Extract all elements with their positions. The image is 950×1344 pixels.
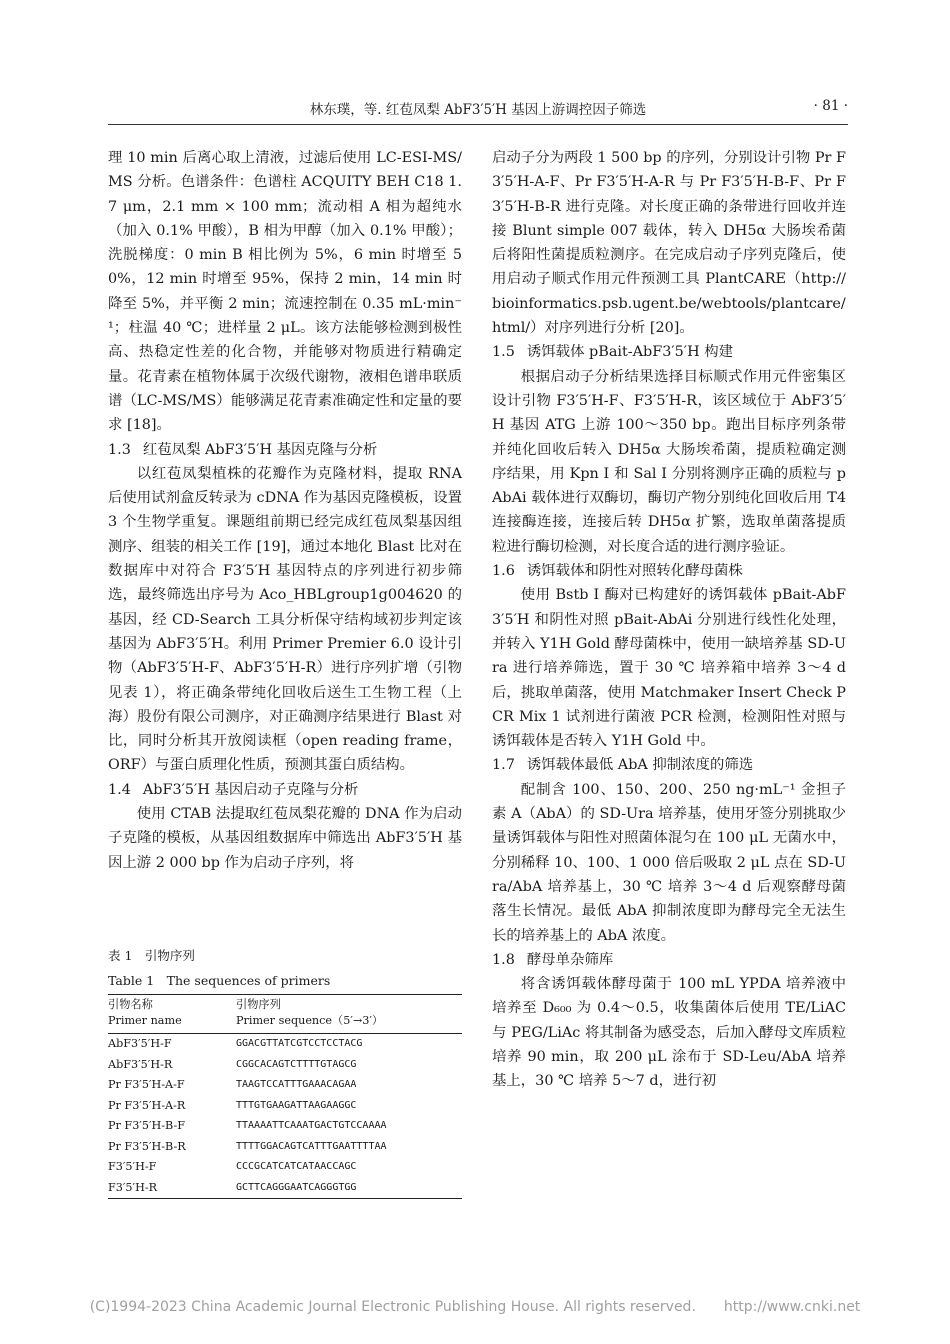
primer-sequence: TAAGTCCATTTGAAACAGAA [236,1079,357,1090]
primer-sequence: TTTGTGAAGATTAAGAAGGC [236,1099,357,1111]
table-row [108,1178,462,1199]
header-seq-en: Primer sequence（5′→3′） [236,1014,384,1027]
section-number: 1.4 [108,781,131,798]
section-heading-1-3 [108,438,462,462]
table-row [108,1096,462,1117]
section-number: 1.8 [492,951,515,968]
copyright-footer: (C)1994-2023 China Academic Journal Electronic Publishing House. All rights reserved. http://www.cnki.net [89,1299,861,1315]
header-seq-zh: 引物序列 [236,998,281,1011]
page-number: · 81 · [813,98,848,114]
section-number: 1.7 [492,757,515,774]
header-rule [108,124,848,125]
paragraph-continued: 理 10 min 后离心取上清液，过滤后使用 LC-ESI-MS/MS 分析。色谱条件：色谱柱 ACQUITY BEH C18 1.7 μm，2.1 mm × 100 mm；流动相 A 相为超纯水（加入 0.1% 甲酸），B 相为甲醇（加入 0.1% 甲酸）；洗脱梯度：0 min B 相比例为 5%，6 min 时增至 50%，12 min 时增至 95%，保持 2 min，14 min 时降至 5%，并平衡 2 min；流速控制在 0.35 mL·min⁻¹；柱温 40 ℃；进样量 2 μL。该方法能够检测到极性高、热稳定性差的化合物，并能够对物质进行精确定量。花青素在植物体属于次级代谢物，液相色谱串联质谱（LC-MS/MS）能够满足花青素准确定性和定量的要求 [18]。 [108,150,462,434]
section-title: 诱饵载体最低 AbA 抑制浓度的筛选 [526,757,754,774]
right-column [492,146,846,1094]
table-caption-zh: 表 1 引物序列 [108,948,195,963]
paragraph: 使用 Bstb Ⅰ 酶对已构建好的诱饵载体 pBait-AbF3′5′H 和阴性对照 pBait-AbAi 分别进行线性化处理，并转入 Y1H Gold 酵母菌株中，使用一缺培养基 SD-Ura 进行培养筛选，置于 30 ℃ 培养箱中培养 3～4 d 后，挑取单菌落，使用 Matchmaker Insert Check PCR Mix 1 试剂进行菌液 PCR 检测，检测阳性对照与诱饵载体是否转入 Y1H Gold 中。 [492,587,846,750]
primer-name: Pr F3′5′H-B-F [108,1119,186,1132]
section-number: 1.6 [492,563,515,580]
header-name-en: Primer name [108,1014,182,1027]
section-number: 1.5 [492,344,515,361]
paragraph: 使用 CTAB 法提取红苞凤梨花瓣的 DNA 作为启动子克隆的模板，从基因组数据库中筛选出 AbF3′5′H 基因上游 2 000 bp 作为启动子序列，将 [108,806,462,871]
table-caption-en: Table 1 The sequences of primers [108,973,331,988]
running-header [108,98,848,120]
primer-sequence: CCCGCATCATCATAACCAGC [236,1161,357,1172]
section-heading-1-8 [492,948,846,972]
section-title: 酵母单杂筛库 [526,951,614,968]
primer-name: AbF3′5′H-F [108,1037,172,1050]
section-heading-1-5 [492,340,846,364]
primer-sequence: TTAAAATTCAAATGACTGTCCAAAA [236,1120,387,1131]
left-column [108,146,462,875]
table-row [108,1137,462,1158]
paragraph: 根据启动子分析结果选择目标顺式作用元件密集区设计引物 F3′5′H-F、F3′5′H-R，该区域位于 AbF3′5′H 基因 ATG 上游 100～350 bp。跑出目标序列条带并纯化回收后转入 DH5α 大肠埃希菌，提质粒确定测序结果，用 Kpn Ⅰ 和 Sal Ⅰ 分别将测序正确的质粒与 pAbAi 载体进行双酶切，酶切产物分别纯化回收后用 T4 连接酶连接，连接后转 DH5α 扩繁，选取单菌落提质粒进行酶切检测，对长度合适的进行测序验证。 [492,368,846,555]
paragraph: 将含诱饵载体酵母菌于 100 mL YPDA 培养液中培养至 D₆₀₀ 为 0.4～0.5，收集菌体后使用 TE/LiAC 与 PEG/LiAc 将其制备为感受态，后加入酵母文库质粒培养 90 min，取 200 μL 涂布于 SD-Leu/AbA 培养基上，30 ℃ 培养 5～7 d，进行初 [492,976,846,1090]
paragraph: 以红苞凤梨植株的花瓣作为克隆材料，提取 RNA 后使用试剂盒反转录为 cDNA 作为基因克隆模板，设置 3 个生物学重复。课题组前期已经完成红苞凤梨基因组测序、组装的相关工作 [19]，通过本地化 Blast 比对在数据库中对符合 F3′5′H 基因特点的序列进行初步筛选，最终筛选出序号为 Aco_HBLgroup1g004620 的基因，经 CD-Search 工具分析保守结构域初步判定该基因为 AbF3′5′H。利用 Primer Premier 6.0 设计引物（AbF3′5′H-F、AbF3′5′H-R）进行序列扩增（引物见表 1），将正确条带纯化回收后送生工生物工程（上海）股份有限公司测序，对正确测序结果进行 Blast 对比，同时分析其开放阅读框（open reading frame，ORF）与蛋白质理化性质，预测其蛋白质结构。 [108,465,462,774]
table-row [108,1075,462,1096]
column-header-name [108,995,236,1034]
primer-name: AbF3′5′H-R [108,1057,173,1071]
section-title: 红苞凤梨 AbF3′5′H 基因克隆与分析 [142,441,378,458]
primer-sequence: GGACGTTATCGTCCTCCTACG [236,1038,363,1049]
column-header-sequence [236,995,462,1034]
section-title: 诱饵载体 pBait-AbF3′5′H 构建 [526,344,733,361]
running-title: 林东璞，等. 红苞凤梨 AbF3′5′H 基因上游调控因子筛选 [309,102,647,118]
section-heading-1-4 [108,778,462,802]
section-title: 诱饵载体和阴性对照转化酵母菌株 [526,563,743,580]
section-number: 1.3 [108,441,131,458]
section-title: AbF3′5′H 基因启动子克隆与分析 [142,781,359,798]
header-name-zh: 引物名称 [108,998,153,1011]
primer-name: F3′5′H-R [108,1180,158,1194]
primer-name: Pr F3′5′H-B-R [108,1139,186,1153]
primer-sequence: CGGCACAGTCTTTTGTAGCG [236,1058,357,1070]
primer-table [108,994,462,1199]
primer-sequence: TTTTGGACAGTCATTTGAATTTTAA [236,1140,387,1152]
table-row [108,1116,462,1137]
paragraph: 配制含 100、150、200、250 ng·mL⁻¹ 金担子素 A（AbA）的 SD-Ura 培养基，使用牙签分别挑取少量诱饵载体与阳性对照菌体混匀在 100 μL 无菌水中，分别稀释 10、100、1 000 倍后吸取 2 μL 点在 SD-Ura/AbA 培养基上，30 ℃ 培养 3～4 d 后观察酵母菌落生长情况。最低 AbA 抑制浓度即为酵母完全无法生长的培养基上的 AbA 浓度。 [492,781,846,944]
table-row [108,1157,462,1178]
primer-name: F3′5′H-F [108,1160,157,1173]
section-heading-1-7 [492,753,846,777]
primer-name: Pr F3′5′H-A-F [108,1078,185,1091]
primer-name: Pr F3′5′H-A-R [108,1098,186,1112]
table-row [108,1055,462,1076]
primer-sequence: GCTTCAGGGAATCAGGGTGG [236,1181,357,1193]
section-heading-1-6 [492,559,846,583]
table-row [108,1034,462,1055]
paragraph-continued: 启动子分为两段 1 500 bp 的序列，分别设计引物 Pr F3′5′H-A-F、Pr F3′5′H-A-R 与 Pr F3′5′H-B-F、Pr F3′5′H-B-R 进行克隆。对长度正确的条带进行回收并连接 Blunt simple 007 载体，转入 DH5α 大肠埃希菌后将阳性菌提质粒测序。在完成启动子序列克隆后，使用启动子顺式作用元件预测工具 PlantCARE（http://bioinformatics.psb.ugent.be/webtools/plantcare/html/）对序列进行分析 [20]。 [492,150,846,337]
table-header-row [108,995,462,1034]
